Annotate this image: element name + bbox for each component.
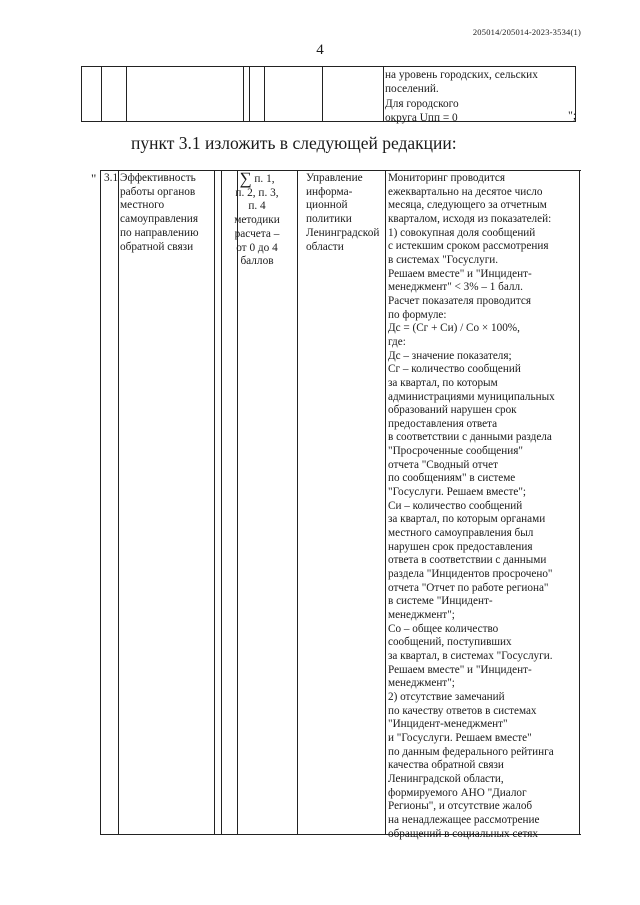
description-line: по формуле:: [388, 308, 447, 321]
description-line: Си – количество сообщений: [388, 499, 523, 512]
description-line: месяца, следующего за отчетным: [388, 199, 547, 212]
department-line: Управление: [306, 172, 363, 184]
description-line: Дс – значение показателя;: [388, 349, 512, 362]
description-line: по данным федерального рейтинга: [388, 745, 554, 758]
page-number: 4: [316, 42, 324, 58]
section-heading: пункт 3.1 изложить в следующей редакции:: [131, 133, 457, 153]
description-line: отчета "Отчет по работе региона": [388, 581, 549, 594]
indicator-name: [120, 172, 220, 254]
methodology-description: [388, 172, 580, 841]
description-line: менеджмент";: [388, 677, 455, 690]
description-line: кварталом, исходя из показателей:: [388, 212, 552, 225]
criteria-line: п. 4: [248, 200, 266, 213]
description-line: отчета "Сводный отчет: [388, 458, 499, 471]
criteria-line: от 0 до 4: [236, 241, 278, 254]
responsible-department: [306, 172, 388, 254]
opening-quote: ": [91, 171, 97, 186]
fragment-line: округа Uпп = 0: [385, 112, 458, 125]
criteria-cell: [226, 169, 288, 269]
description-line: ответа в соответствии с данными: [388, 554, 547, 567]
description-line: местного самоуправления был: [388, 527, 534, 540]
indicator-name-line: по направлению: [120, 226, 199, 239]
criteria-line: п. 2, п. 3,: [235, 186, 279, 199]
description-line: где:: [388, 335, 406, 348]
column-border: [243, 66, 244, 122]
description-line: "Госуслуги. Решаем вместе";: [388, 486, 527, 499]
description-line: с истекшим сроком рассмотрения: [388, 240, 549, 253]
column-border: [214, 170, 215, 835]
description-line: предоставления ответа: [388, 417, 498, 430]
criteria-line: расчета –: [234, 227, 280, 240]
description-line: по сообщениям" в системе: [388, 472, 516, 485]
department-line: области: [306, 240, 344, 253]
fragment-line: Для городского: [385, 97, 459, 110]
column-border: [100, 170, 101, 835]
description-line: Ленинградской области,: [388, 772, 504, 785]
description-line: Решаем вместе" и "Инцидент-: [388, 267, 532, 280]
description-line: за квартал, по которым органами: [388, 513, 546, 526]
continued-table-fragment: [81, 66, 581, 125]
fragment-line: на уровень городских, сельских: [385, 69, 538, 81]
description-line: "Инцидент-менеджмент": [388, 718, 508, 731]
column-border: [249, 66, 250, 122]
description-line: Регионы", и отсутствие жалоб: [388, 800, 533, 813]
column-border: [237, 170, 238, 835]
criteria-line: [226, 169, 288, 188]
department-line: политики: [306, 213, 352, 226]
description-line: раздела "Инцидентов просрочено": [388, 568, 553, 581]
description-line: формируемого АНО "Диалог: [388, 786, 527, 799]
row-number: 3.1: [104, 172, 119, 184]
department-line: ционной: [306, 199, 348, 212]
indicator-name-line: Эффективность: [120, 172, 196, 184]
description-line: за квартал, в системах "Госуслуги.: [388, 649, 553, 662]
description-line: обращений в социальных сетях: [388, 827, 538, 840]
description-line: в системах "Госуслуги.: [388, 253, 499, 266]
description-line: 2) отсутствие замечаний: [388, 690, 505, 703]
description-line: по качеству ответов в системах: [388, 704, 537, 717]
indicator-name-line: работы органов: [120, 185, 196, 198]
description-line: и "Госуслуги. Решаем вместе": [388, 731, 532, 744]
description-line: Решаем вместе" и "Инцидент-: [388, 663, 532, 676]
column-border: [385, 170, 386, 835]
description-line: Сг – количество сообщений: [388, 363, 521, 376]
description-line: 1) совокупная доля сообщений: [388, 226, 536, 239]
column-border: [118, 170, 119, 835]
description-line: ежеквартально на десятое число: [388, 185, 543, 198]
column-border: [322, 66, 323, 122]
description-line: "Просроченные сообщения": [388, 445, 523, 458]
description-line: за квартал, по которым: [388, 376, 498, 389]
closing-quote: ";: [568, 108, 577, 122]
description-line: менеджмент";: [388, 609, 455, 621]
column-border: [126, 66, 127, 122]
column-border: [101, 66, 102, 122]
indicator-name-line: самоуправления: [120, 213, 199, 226]
description-line: в соответствии с данными раздела: [388, 431, 552, 444]
department-line: информа-: [306, 185, 353, 198]
description-line: Мониторинг проводится: [388, 172, 505, 184]
description-line: качества обратной связи: [388, 759, 504, 772]
sigma-symbol: ∑: [239, 169, 252, 188]
criteria-text: п. 1,: [254, 173, 275, 185]
column-border: [81, 66, 82, 122]
description-line: сообщений, поступивших: [388, 636, 512, 649]
indicator-name-line: местного: [120, 199, 165, 212]
document-id: 205014/205014-2023-3534(1): [472, 27, 581, 37]
main-table: [100, 169, 580, 840]
department-line: Ленинградской: [306, 226, 380, 239]
description-line: образований нарушен срок: [388, 404, 517, 417]
description-line: Расчет показателя проводится: [388, 294, 531, 307]
description-line: менеджмент" < 3% – 1 балл.: [388, 281, 523, 294]
column-border: [221, 170, 222, 835]
criteria-line: методики: [234, 214, 280, 227]
column-border: [264, 66, 265, 122]
description-line: в системе "Инцидент-: [388, 595, 493, 608]
description-line: на ненадлежащее рассмотрение: [388, 813, 540, 826]
description-line: Дс = (Сг + Си) / Со × 100%,: [388, 322, 520, 335]
indicator-name-line: обратной связи: [120, 240, 194, 253]
fragment-line: поселений.: [385, 83, 439, 96]
description-line: администрациями муниципальных: [388, 390, 555, 403]
criteria-line: баллов: [240, 255, 274, 268]
description-line: Со – общее количество: [388, 622, 499, 635]
description-line: нарушен срок предоставления: [388, 540, 533, 553]
fragment-text: [385, 68, 585, 126]
column-border: [297, 170, 298, 835]
